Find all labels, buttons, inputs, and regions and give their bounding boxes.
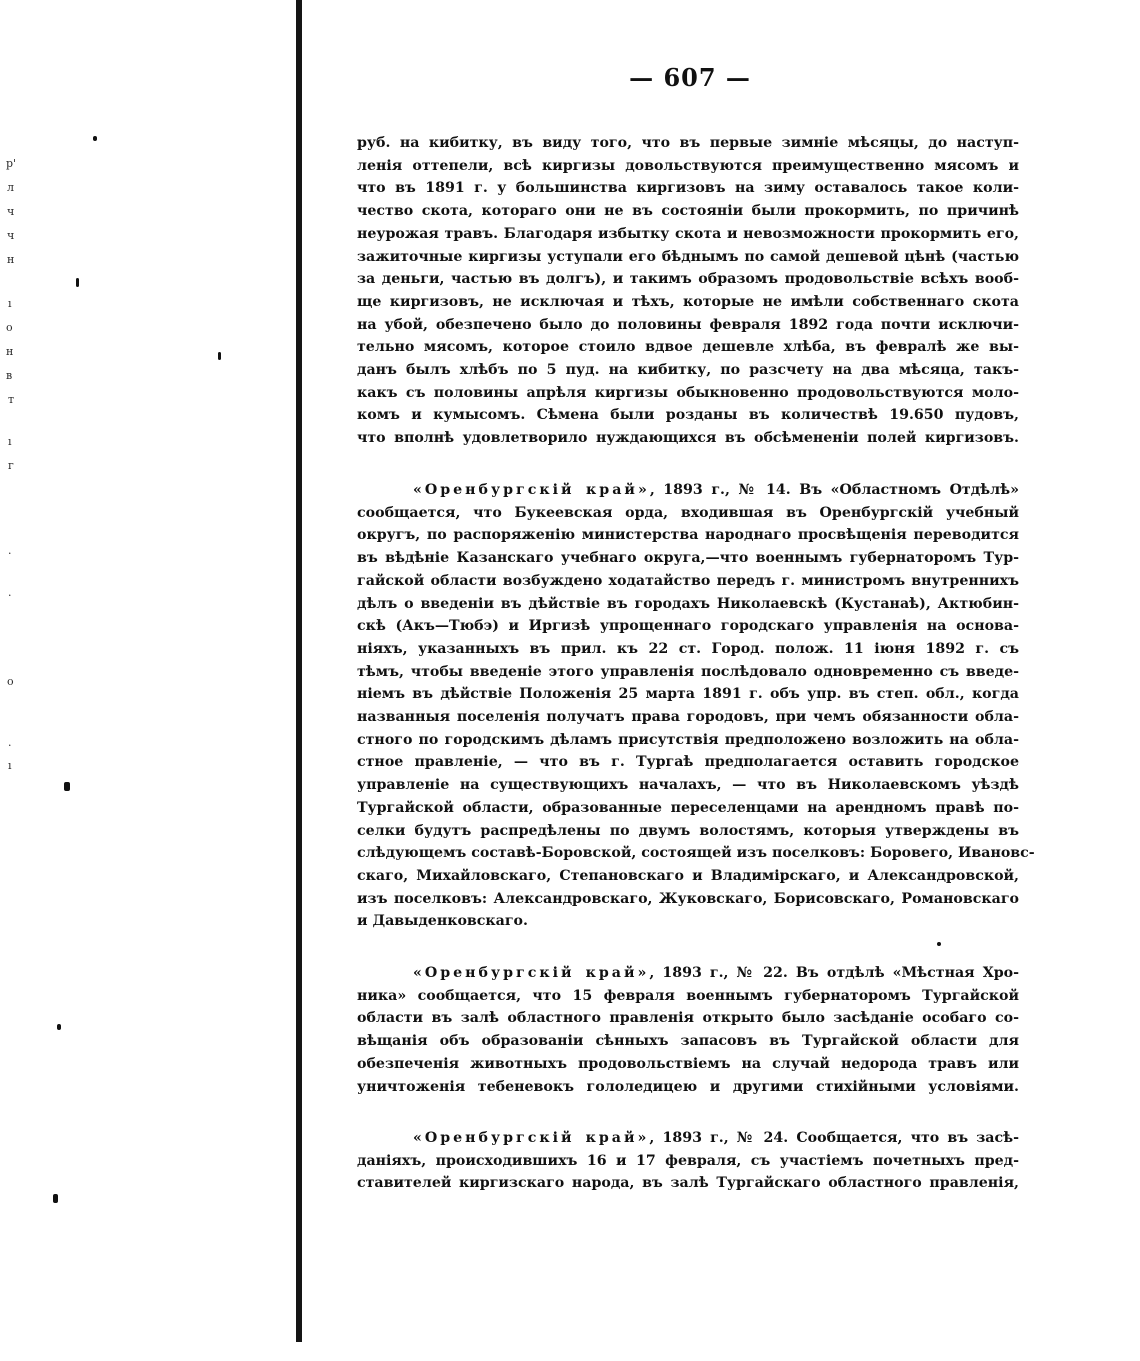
text-line: изъ поселковъ: Александровскаго, Жуковскаго, Борисовскаго, Романовскаго: [357, 890, 1019, 907]
gutter-mark: ч: [7, 205, 15, 218]
text-line: и Давыденковскаго.: [357, 913, 528, 930]
text-line: области въ залѣ областного правленія открыто было засѣданіе особаго со-: [357, 1010, 1019, 1027]
gutter-mark: н: [6, 345, 14, 358]
text-line: даніяхъ, происходившихъ 16 и 17 февраля, съ участіемъ почетныхъ пред-: [357, 1152, 1019, 1169]
text-line: за деньги, частью въ долгъ), и такимъ образомъ продовольствіе всѣхъ вооб-: [357, 271, 1019, 288]
source-details: , 1893 г., № 24. Сообщается, что въ засѣ-: [649, 1130, 1019, 1146]
paragraph-1: [357, 132, 1019, 450]
text-line: ника» сообщается, что 15 февраля военнымъ губернаторомъ Тургайской: [357, 987, 1019, 1004]
gutter-mark: ı: [8, 759, 12, 772]
paragraph-3: [357, 962, 1019, 1098]
text-line: комъ и кумысомъ. Сѣмена были розданы въ количествѣ 19.650 пудовъ,: [357, 407, 1019, 424]
ink-speck: [218, 352, 221, 360]
gutter-mark: р': [6, 157, 17, 170]
text-line: ніяхъ, указанныхъ въ прил. къ 22 ст. Город. полож. 11 іюня 1892 г. съ: [357, 640, 1019, 657]
binding-divider-line: [296, 0, 302, 1342]
gutter-mark: о: [6, 321, 13, 334]
text-line: стное правленіе, — что въ г. Тургаѣ предполагается оставить городское: [357, 754, 1019, 771]
ink-speck: [76, 278, 79, 287]
gutter-mark: ·: [8, 739, 12, 752]
gutter-mark: г: [8, 459, 14, 472]
text-line: на убой, обезпечено было до половины февраля 1892 года почти исключи-: [357, 316, 1019, 333]
source-details: , 1893 г., № 14. Въ «Областномъ Отдѣлѣ»: [649, 482, 1019, 498]
gutter-mark: л: [7, 181, 14, 194]
text-line: чество скота, котораго они не въ состояніи были прокормить, по причинѣ: [357, 203, 1019, 220]
text-line: что въ 1891 г. у большинства киргизовъ на зиму оставалось такое коли-: [357, 180, 1019, 197]
source-title: «Оренбургскій край»: [413, 482, 650, 498]
ink-speck: [57, 1024, 61, 1030]
text-line: неурожая травъ. Благодаря избытку скота и невозможности прокормить его,: [357, 225, 1019, 242]
text-line: [357, 1127, 1019, 1150]
ink-speck: [93, 136, 97, 141]
text-line: Тургайской области, образованные переселенцами на арендномъ правѣ по-: [357, 799, 1019, 816]
text-line: [357, 962, 1019, 985]
text-line: въ вѣдѣніе Казанскаго учебнаго округа,—что военнымъ губернаторомъ Тур-: [357, 550, 1019, 567]
text-line: тѣмъ, чтобы введеніе этого управленія послѣдовало одновременно съ введе-: [357, 663, 1019, 680]
ink-speck: [64, 782, 70, 791]
source-title: «Оренбургскій край»: [413, 965, 650, 981]
ink-speck: [937, 942, 941, 946]
text-line: селки будутъ распредѣлены по двумъ волостямъ, которыя утверждены въ: [357, 822, 1019, 839]
text-line: управленіе на существующихъ началахъ, — что въ Николаевскомъ уѣздѣ: [357, 777, 1019, 794]
source-details: , 1893 г., № 22. Въ отдѣлѣ «Мѣстная Хро-: [649, 965, 1019, 981]
text-line: какъ съ половины апрѣля киргизы обыкновенно продовольствуются моло-: [357, 384, 1019, 401]
text-line: данъ былъ хлѣбъ по 5 пуд. на кибитку, по разсчету на два мѣсяца, такъ-: [357, 362, 1019, 379]
gutter-mark: ı: [8, 435, 12, 448]
gutter-mark: ·: [8, 547, 12, 560]
page-number: — 607 —: [629, 63, 751, 92]
text-line: уничтоженія тебеневокъ гололедицею и другими стихійными условіями.: [357, 1078, 1019, 1095]
gutter-mark: ı: [8, 297, 12, 310]
text-line: что вполнѣ удовлетворило нуждающихся въ обсѣмененіи полей киргизовъ.: [357, 430, 1019, 447]
text-line: стного по городскимъ дѣламъ присутствія предположено возложить на обла-: [357, 731, 1019, 748]
gutter-mark: т: [8, 393, 15, 406]
gutter-mark: н: [7, 253, 15, 266]
text-line: названныя поселенія получатъ права городовъ, при чемъ обязанности обла-: [357, 709, 1019, 726]
text-line: ще киргизовъ, не исключая и тѣхъ, которые не имѣли собственнаго скота: [357, 293, 1019, 310]
gutter-mark: ч: [7, 229, 15, 242]
paragraph-4: [357, 1127, 1019, 1195]
text-line: слѣдующемъ составѣ-Боровской, состоящей изъ поселковъ: Боровего, Ивановс-: [357, 845, 1035, 862]
ink-speck: [53, 1194, 58, 1203]
gutter-mark: в: [6, 369, 13, 382]
source-title: «Оренбургскій край»: [413, 1130, 650, 1146]
text-line: сообщается, что Букеевская орда, входившая въ Оренбургскій учебный: [357, 504, 1019, 521]
text-line: округъ, по распоряженію министерства народнаго просвѣщенія переводится: [357, 527, 1019, 544]
text-line: [357, 479, 1019, 502]
text-line: руб. на кибитку, въ виду того, что въ первые зимніе мѣсяцы, до наступ-: [357, 135, 1019, 151]
text-line: ленія оттепели, всѣ киргизы довольствуются преимущественно мясомъ и: [357, 157, 1019, 174]
text-line: гайской области возбуждено ходатайство передъ г. министромъ внутреннихъ: [357, 572, 1019, 589]
text-line: скаго, Михайловскаго, Степановскаго и Владимірскаго, и Александровской,: [357, 867, 1019, 884]
gutter-mark: ·: [8, 589, 12, 602]
text-line: обезпеченія животныхъ продовольствіемъ на случай недорода травъ или: [357, 1055, 1019, 1072]
paragraph-2: [357, 479, 1035, 933]
text-line: вѣщанія объ образованіи сѣнныхъ запасовъ въ Тургайской области для: [357, 1033, 1019, 1050]
text-line: скѣ (Акъ—Тюбэ) и Иргизѣ упрощеннаго городскаго управленія на основа-: [357, 618, 1019, 635]
text-line: тельно мясомъ, которое стоило вдвое дешевле хлѣба, въ февралѣ же вы-: [357, 339, 1019, 356]
text-line: ніемъ въ дѣйствіе Положенія 25 марта 1891 г. объ упр. въ степ. обл., когда: [357, 686, 1019, 703]
text-line: ставителей киргизскаго народа, въ залѣ Тургайскаго областного правленія,: [357, 1175, 1019, 1192]
text-line: зажиточные киргизы уступали его бѣднымъ по самой дешевой цѣнѣ (частью: [357, 248, 1019, 265]
gutter-mark: о: [7, 675, 14, 688]
text-line: дѣлъ о введеніи въ дѣйствіе въ городахъ Николаевскѣ (Кустанаѣ), Актюбин-: [357, 595, 1019, 612]
